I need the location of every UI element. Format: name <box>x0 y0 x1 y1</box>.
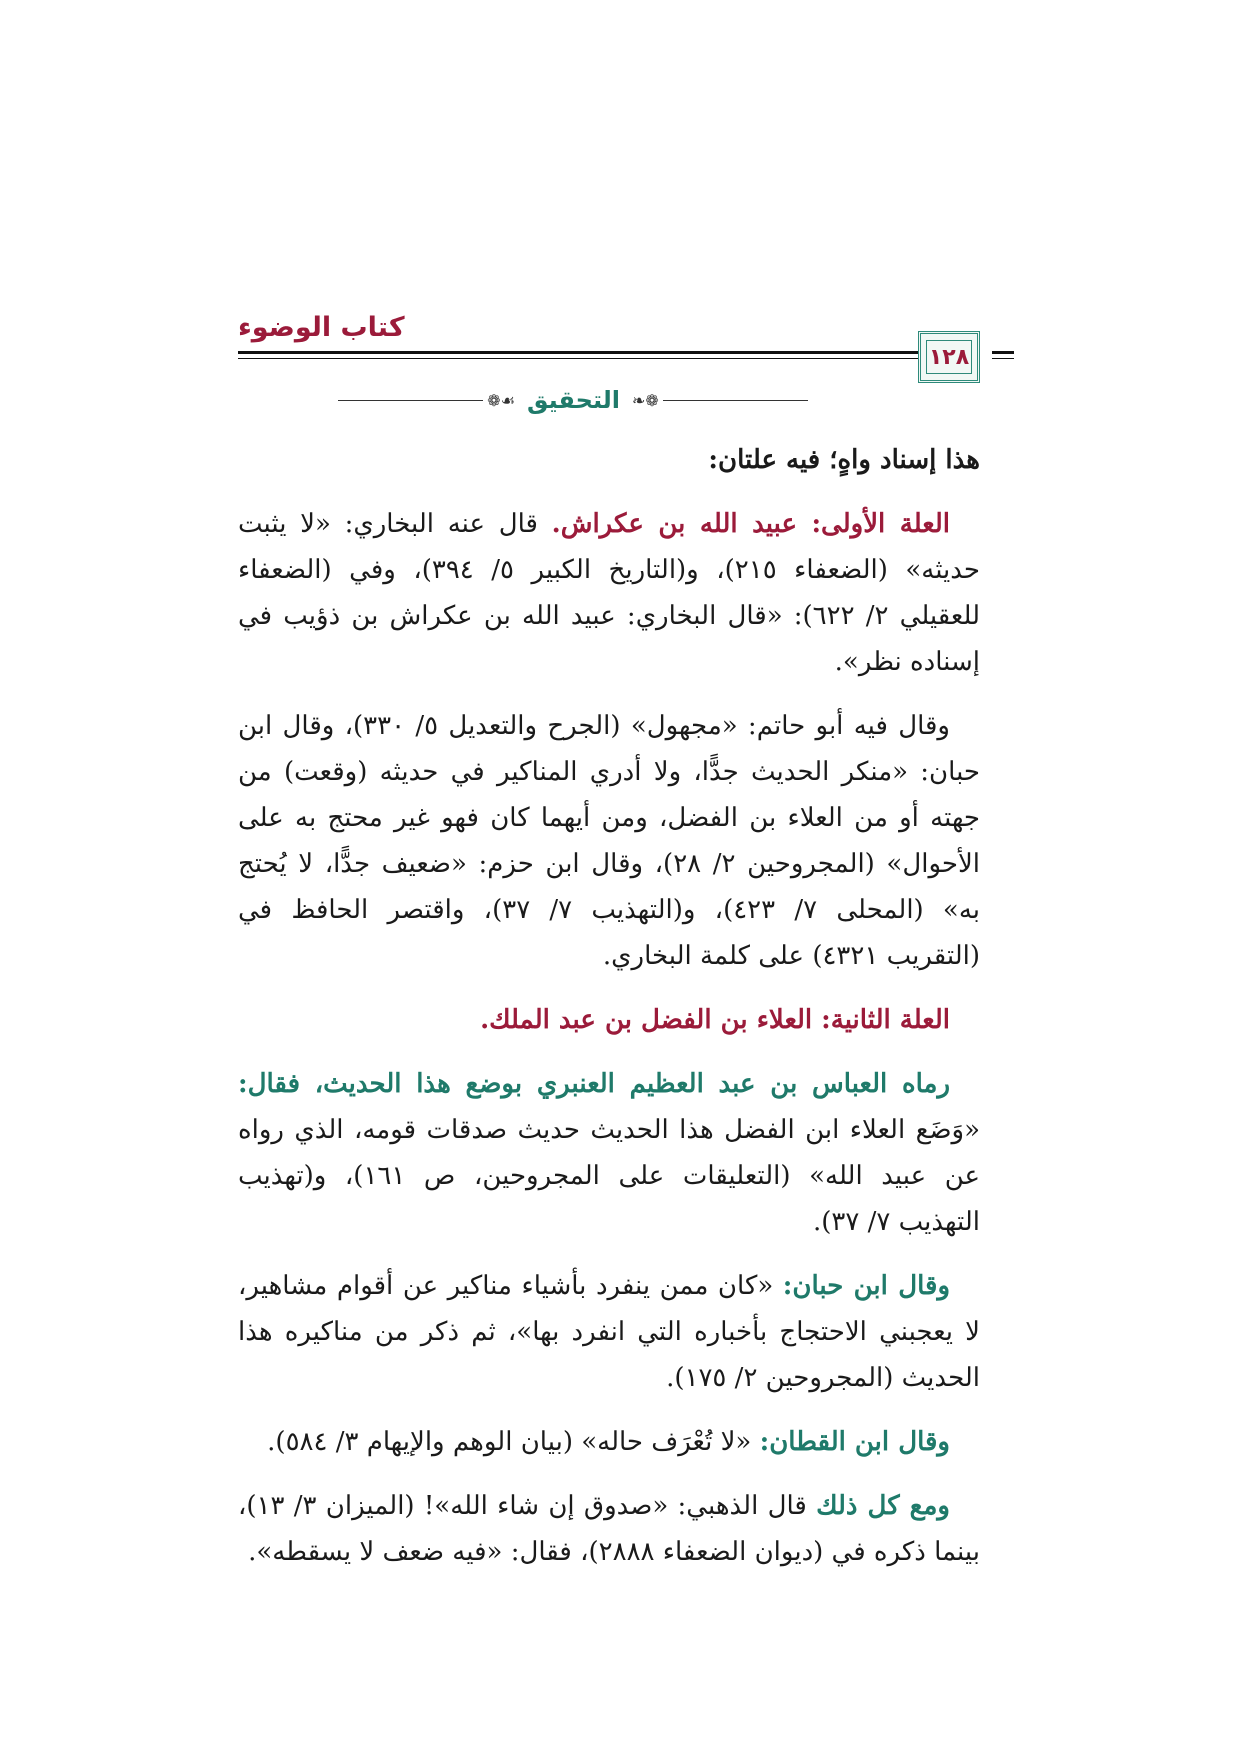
header-rule-right <box>992 351 1014 354</box>
ibn-qattan-label: وقال ابن القطان: <box>759 1427 950 1457</box>
abbas-text: «وَضَع العلاء ابن الفضل هذا الحديث حديث صدقات قومه، الذي رواه عن عبيد الله» (التعليقات على المجروحين، ص ١٦١)، و(تهذيب التهذيب ٧/ ٣٧). <box>238 1115 980 1237</box>
page-number: ١٢٨ <box>926 340 972 374</box>
paragraph-abbas <box>238 1061 980 1245</box>
section-title: التحقيق <box>526 386 620 414</box>
dhahabi-text: قال الذهبي: «صدوق إن شاء الله»! (الميزان ٣/ ١٣)، بينما ذكره في (ديوان الضعفاء ٢٨٨٨)، فقال: «فيه ضعف لا يسقطه». <box>238 1491 980 1567</box>
body-text <box>238 437 980 1593</box>
section-heading <box>338 383 808 417</box>
paragraph-abu-hatim: وقال فيه أبو حاتم: «مجهول» (الجرح والتعديل ٥/ ٣٣٠)، وقال ابن حبان: «منكر الحديث جدًّا، ولا أدري المناكير في حديثه (وقعت) من جهته أو من العلاء بن الفضل، ومن أيهما كان فهو غير محتج به على الأحوال» (المجروحين ٢/ ٢٨)، وقال ابن حزم: «ضعيف جدًّا، لا يُحتج به» (المحلى ٧/ ٤٢٣)، و(التهذيب ٧/ ٣٧)، واقتصر الحافظ في (التقريب ٤٣٢١) على كلمة البخاري. <box>238 711 981 971</box>
first-defect-label: العلة الأولى: عبيد الله بن عكراش. <box>551 509 950 539</box>
header-rule-right-thin <box>992 358 1014 359</box>
paragraph-ibn-qattan <box>238 1419 980 1465</box>
page-number-badge <box>918 331 980 383</box>
header-rule-thin <box>238 358 960 359</box>
ornament-icon: ☙❁ <box>487 390 515 410</box>
paragraph-second-defect <box>238 997 980 1043</box>
abbas-label: رماه العباس بن عبد العظيم العنبري بوضع هذا الحديث، فقال: <box>238 1069 950 1099</box>
dhahabi-label: ومع كل ذلك <box>816 1491 950 1521</box>
book-title: كتاب الوضوء <box>238 312 405 343</box>
paragraph-dhahabi <box>238 1483 980 1575</box>
ibn-hibban-text: «كان ممن ينفرد بأشياء مناكير عن أقوام مشاهير، لا يعجبني الاحتجاج بأخباره التي انفرد بها»، ثم ذكر من مناكيره هذا الحديث (المجروحين ٢/ ١٧٥). <box>238 1271 980 1393</box>
header-rule <box>238 351 960 354</box>
divider-line <box>338 400 483 401</box>
divider-line <box>663 400 808 401</box>
ornament-icon: ❁❧ <box>631 390 659 410</box>
ibn-hibban-label: وقال ابن حبان: <box>782 1271 950 1301</box>
ibn-qattan-text: «لا تُعْرَف حاله» (بيان الوهم والإيهام ٣/ ٥٨٤). <box>267 1427 760 1457</box>
first-defect-text: قال عنه البخاري: «لا يثبت حديثه» (الضعفاء ٢١٥)، و(التاريخ الكبير ٥/ ٣٩٤)، وفي (الضعفاء للعقيلي ٢/ ٦٢٢): «قال البخاري: عبيد الله بن عكراش بن ذؤيب في إسناده نظر». <box>238 509 981 677</box>
paragraph-intro: هذا إسناد واهٍ؛ فيه علتان: <box>708 445 980 475</box>
paragraph-ibn-hibban <box>238 1263 980 1401</box>
second-defect-label: العلة الثانية: العلاء بن الفضل بن عبد الملك. <box>480 1005 950 1035</box>
paragraph-first-defect <box>238 501 980 685</box>
